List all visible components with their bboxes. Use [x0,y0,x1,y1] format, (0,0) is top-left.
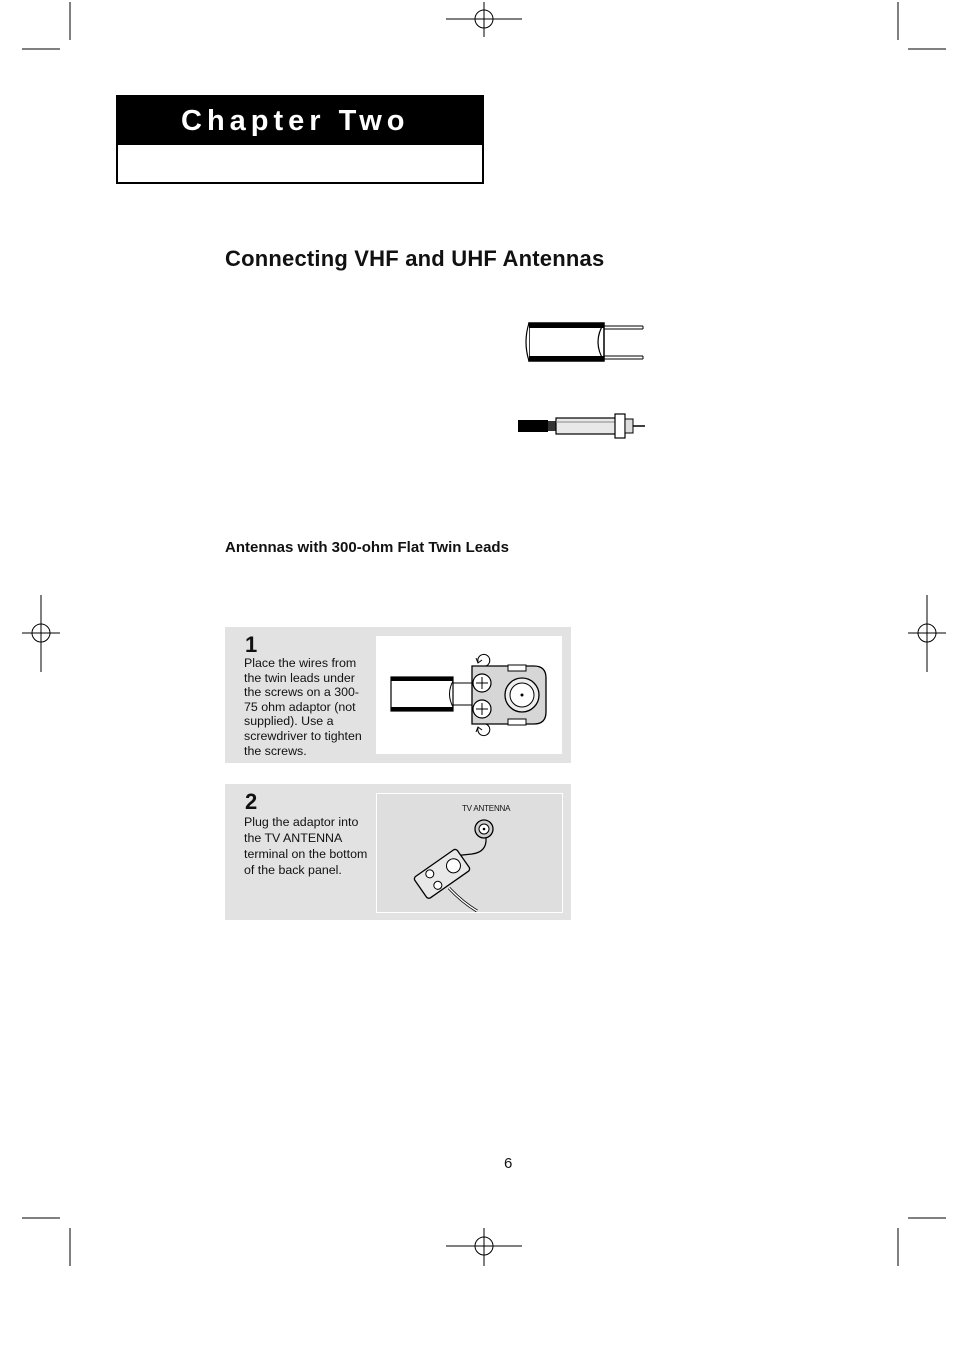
page-title: Connecting VHF and UHF Antennas [225,246,605,271]
tv-antenna-label: TV ANTENNA [462,804,511,813]
section-title: Antennas with 300-ohm Flat Twin Leads [225,539,509,556]
page-number: 6 [504,1155,513,1172]
step-text: Place the wires from the twin leads under the screws on a 300-75 ohm adaptor (not supplied). Use a screwdriver to tighten the screws. [244,656,362,758]
step-number: 2 [245,789,258,814]
step-number: 1 [245,632,258,657]
chapter-header [116,95,484,184]
step-2-panel [225,784,571,920]
step-1-panel [225,627,571,763]
step-text: Plug the adaptor into the TV ANTENNA terminal on the bottom of the back panel. [244,815,368,877]
coaxial-cable-icon [515,410,650,442]
chapter-title: Chapter Two [118,97,482,145]
adaptor-diagram [376,636,562,754]
tv-antenna-diagram [376,793,563,913]
twin-lead-cable-icon [520,318,650,368]
